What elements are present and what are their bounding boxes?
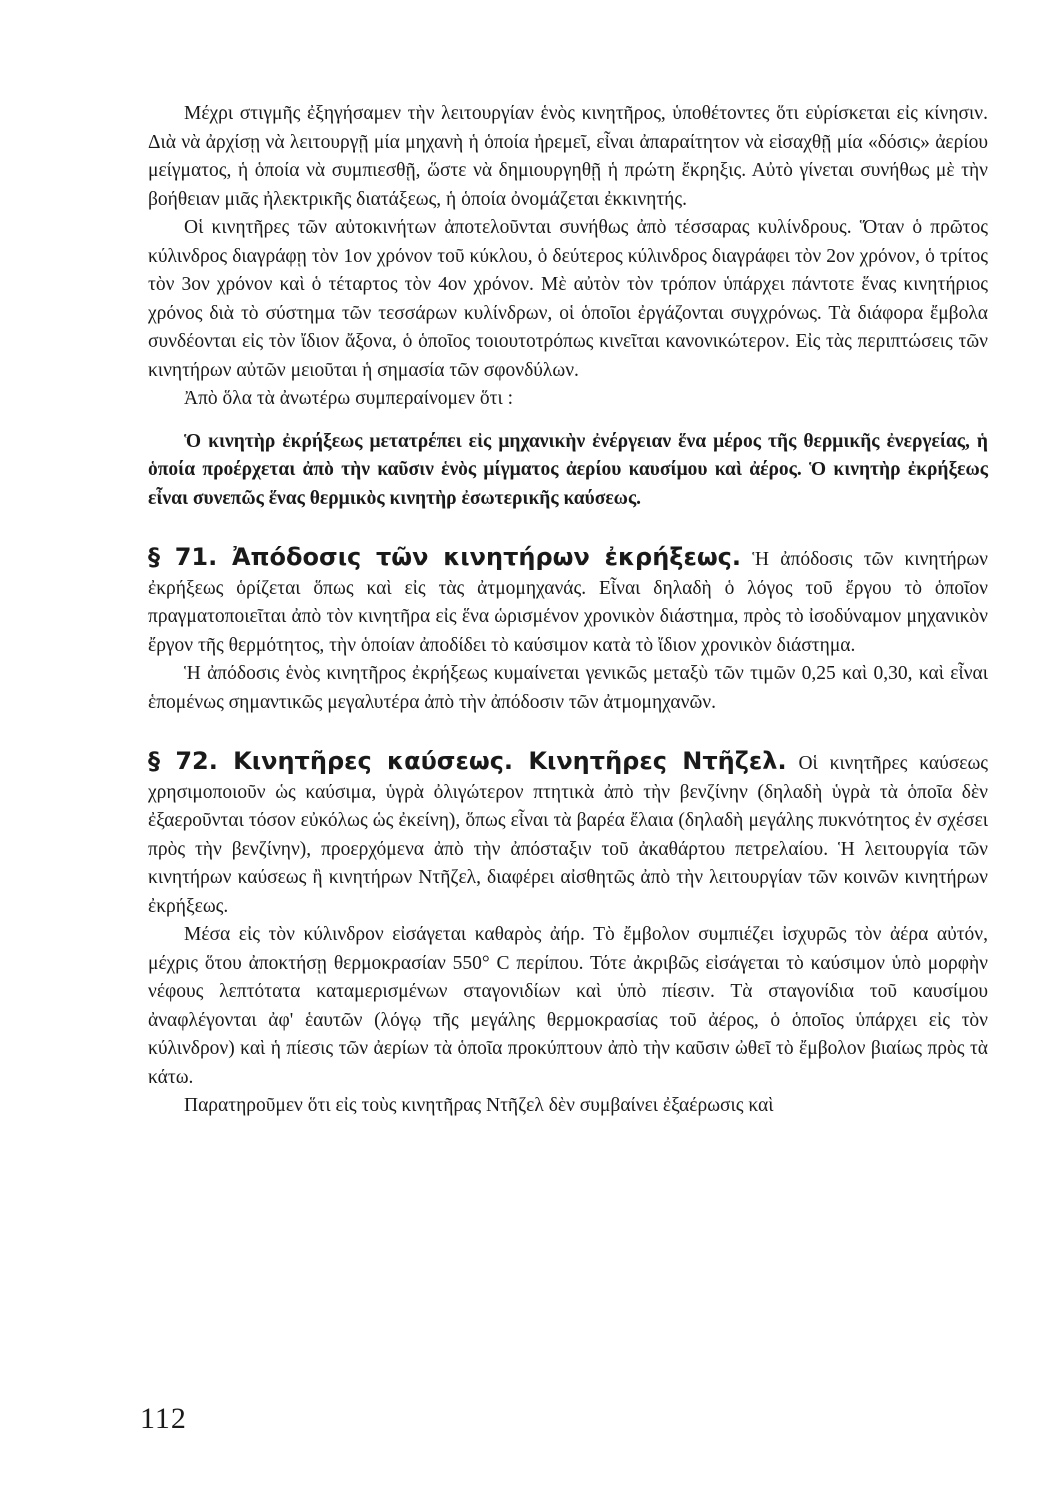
page-body (148, 100, 988, 1121)
section-72-paragraph-3: Παρατηροῦμεν ὅτι εἰς τοὺς κινητῆρας Ντῆζελ δὲν συμβαίνει ἐξαέρωσις καὶ (184, 1095, 774, 1116)
paragraph-starter: Μέχρι στιγμῆς ἐξηγήσαμεν τὴν λειτουργίαν ἑνὸς κινητῆρος, ὑποθέτοντες ὅτι εὑρίσκεται εἰς κίνησιν. Διὰ νὰ ἀρχίσῃ νὰ λειτουργῇ μία μηχανὴ ἡ ὁποία ἠρεμεῖ, εἶναι ἀπαραίτητον νὰ εἰσαχθῇ μία «δόσις» ἀερίου μείγματος, ἡ ὁποία νὰ συμπιεσθῇ, ὥστε νὰ δημιουργηθῇ ἡ πρώτη ἔκρηξις. Αὐτὸ γίνεται συνήθως μὲ τὴν βοήθειαν μιᾶς ἠλεκτρικῆς διατάξεως, ἡ ὁποία ὀνομάζεται ἐκκινητής. (148, 103, 988, 210)
section-71-text: Ἡ ἀπόδοσις τῶν κινητήρων ἐκρήξεως ὁρίζεται ὅπως καὶ εἰς τὰς ἀτμομηχανάς. Εἶναι δηλαδὴ ὁ λόγος τοῦ ἔργου τὸ ὁποῖον πραγματοποιεῖται ἀπὸ τὸν κινητῆρα εἰς ἕνα ὡρισμένον χρονικὸν διάστημα, πρὸς τὸ ἰσοδύναμον μηχανικὸν ἔργον τῆς θερμότητος, τὴν ὁποίαν ἀποδίδει τὸ καύσιμον κατὰ τὸ ἴδιον χρονικὸν διάστημα. (148, 549, 989, 656)
section-72-paragraph-2: Μέσα εἰς τὸν κύλινδρον εἰσάγεται καθαρὸς ἀήρ. Τὸ ἔμβολον συμπιέζει ἰσχυρῶς τὸν ἀέρα αὐτόν, μέχρις ὅτου ἀποκτήσῃ θερμοκρασίαν 550° C περίπου. Τότε ἀκριβῶς εἰσάγεται τὸ καύσιμον ὑπὸ μορφὴν νέφους λεπτότατα καταμερισμένων σταγονιδίων καὶ ὑπὸ πίεσιν. Τὰ σταγονίδια τοῦ καυσίμου ἀναφλέγονται ἀφ' ἑαυτῶν (λόγῳ τῆς μεγάλης θερμοκρασίας τοῦ ἀέρος, ὁ ὁποῖος ὑπάρχει εἰς τὸν κύλινδρον) καὶ ἡ πίεσις τῶν ἀερίων τὰ ὁποῖα προκύπτουν ἀπὸ τὴν καῦσιν ὠθεῖ τὸ ἔμβολον βιαίως πρὸς τὰ κάτω. (148, 924, 988, 1088)
page-number: 112 (140, 1402, 187, 1435)
section-72-heading: § 72. Κινητῆρες καύσεως. Κινητῆρες Ντῆζελ. (148, 747, 787, 775)
section-71-paragraph-2: Ἡ ἀπόδοσις ἑνὸς κινητῆρος ἐκρήξεως κυμαίνεται γενικῶς μεταξὺ τῶν τιμῶν 0,25 καὶ 0,30, καὶ εἶναι ἑπομένως σημαντικῶς μεγαλυτέρα ἀπὸ τὴν ἀπόδοσιν τῶν ἀτμομηχανῶν. (148, 663, 988, 713)
section-72 (148, 747, 988, 921)
paragraph-conclusion-intro: Ἀπὸ ὅλα τὰ ἀνωτέρω συμπεραίνομεν ὅτι : (184, 388, 513, 409)
section-71 (148, 543, 988, 660)
section-71-heading: § 71. Ἀπόδοσις τῶν κινητήρων ἐκρήξεως. (148, 543, 742, 571)
section-72-text: Οἱ κινητῆρες καύσεως χρησιμοποιοῦν ὡς καύσιμα, ὑγρὰ ὀλιγώτερον πτητικὰ ἀπὸ τὴν βενζίνην (δηλαδὴ ὑγρὰ τὰ ὁποῖα δὲν ἐξαεροῦνται τόσον εὐκόλως ὡς ἐκείνη), ὅπως εἶναι τὰ βαρέα ἔλαια (δηλαδὴ μεγάλης πυκνότητος ἐν σχέσει πρὸς τὴν βενζίνην), προερχόμενα ἀπὸ τὴν ἀπόσταξιν τοῦ ἀκαθάρτου πετρελαίου. Ἡ λειτουργία τῶν κινητήρων καύσεως ἢ κινητήρων Ντῆζελ, διαφέρει αἰσθητῶς ἀπὸ τὴν λειτουργίαν τῶν κοινῶν κινητήρων ἐκρήξεως. (148, 753, 989, 917)
conclusion-statement: Ὁ κινητὴρ ἐκρήξεως μετατρέπει εἰς μηχανικὴν ἐνέργειαν ἕνα μέρος τῆς θερμικῆς ἐνεργείας, ἡ ὁποία προέρχεται ἀπὸ τὴν καῦσιν ἑνὸς μίγματος ἀερίου καυσίμου καὶ ἀέρος. Ὁ κινητὴρ ἐκρήξεως εἶναι συνεπῶς ἕνας θερμικὸς κινητὴρ ἐσωτερικῆς καύσεως. (148, 430, 988, 509)
paragraph-cylinders: Οἱ κινητῆρες τῶν αὐτοκινήτων ἀποτελοῦνται συνήθως ἀπὸ τέσσαρας κυλίνδρους. Ὅταν ὁ πρῶτος κύλινδρος διαγράφῃ τὸν 1ον χρόνον τοῦ κύκλου, ὁ δεύτερος κύλινδρος διαγράφει τὸν 2ον χρόνον, ὁ τρίτος τὸν 3ον χρόνον καὶ ὁ τέταρτος τὸν 4ον χρόνον. Μὲ αὐτὸν τὸν τρόπον ὑπάρχει πάντοτε ἕνας κινητήριος χρόνος διὰ τὸ σύστημα τῶν τεσσάρων κυλίνδρων, οἱ ὁποῖοι ἐργάζονται συγχρόνως. Τὰ διάφορα ἔμβολα συνδέονται εἰς τὸν ἴδιον ἄξονα, ὁ ὁποῖος τοιουτοτρόπως κινεῖται κανονικώτερον. Εἰς τὰς περιπτώσεις τῶν κινητήρων αὐτῶν μειοῦται ἡ σημασία τῶν σφονδύλων. (148, 217, 988, 381)
